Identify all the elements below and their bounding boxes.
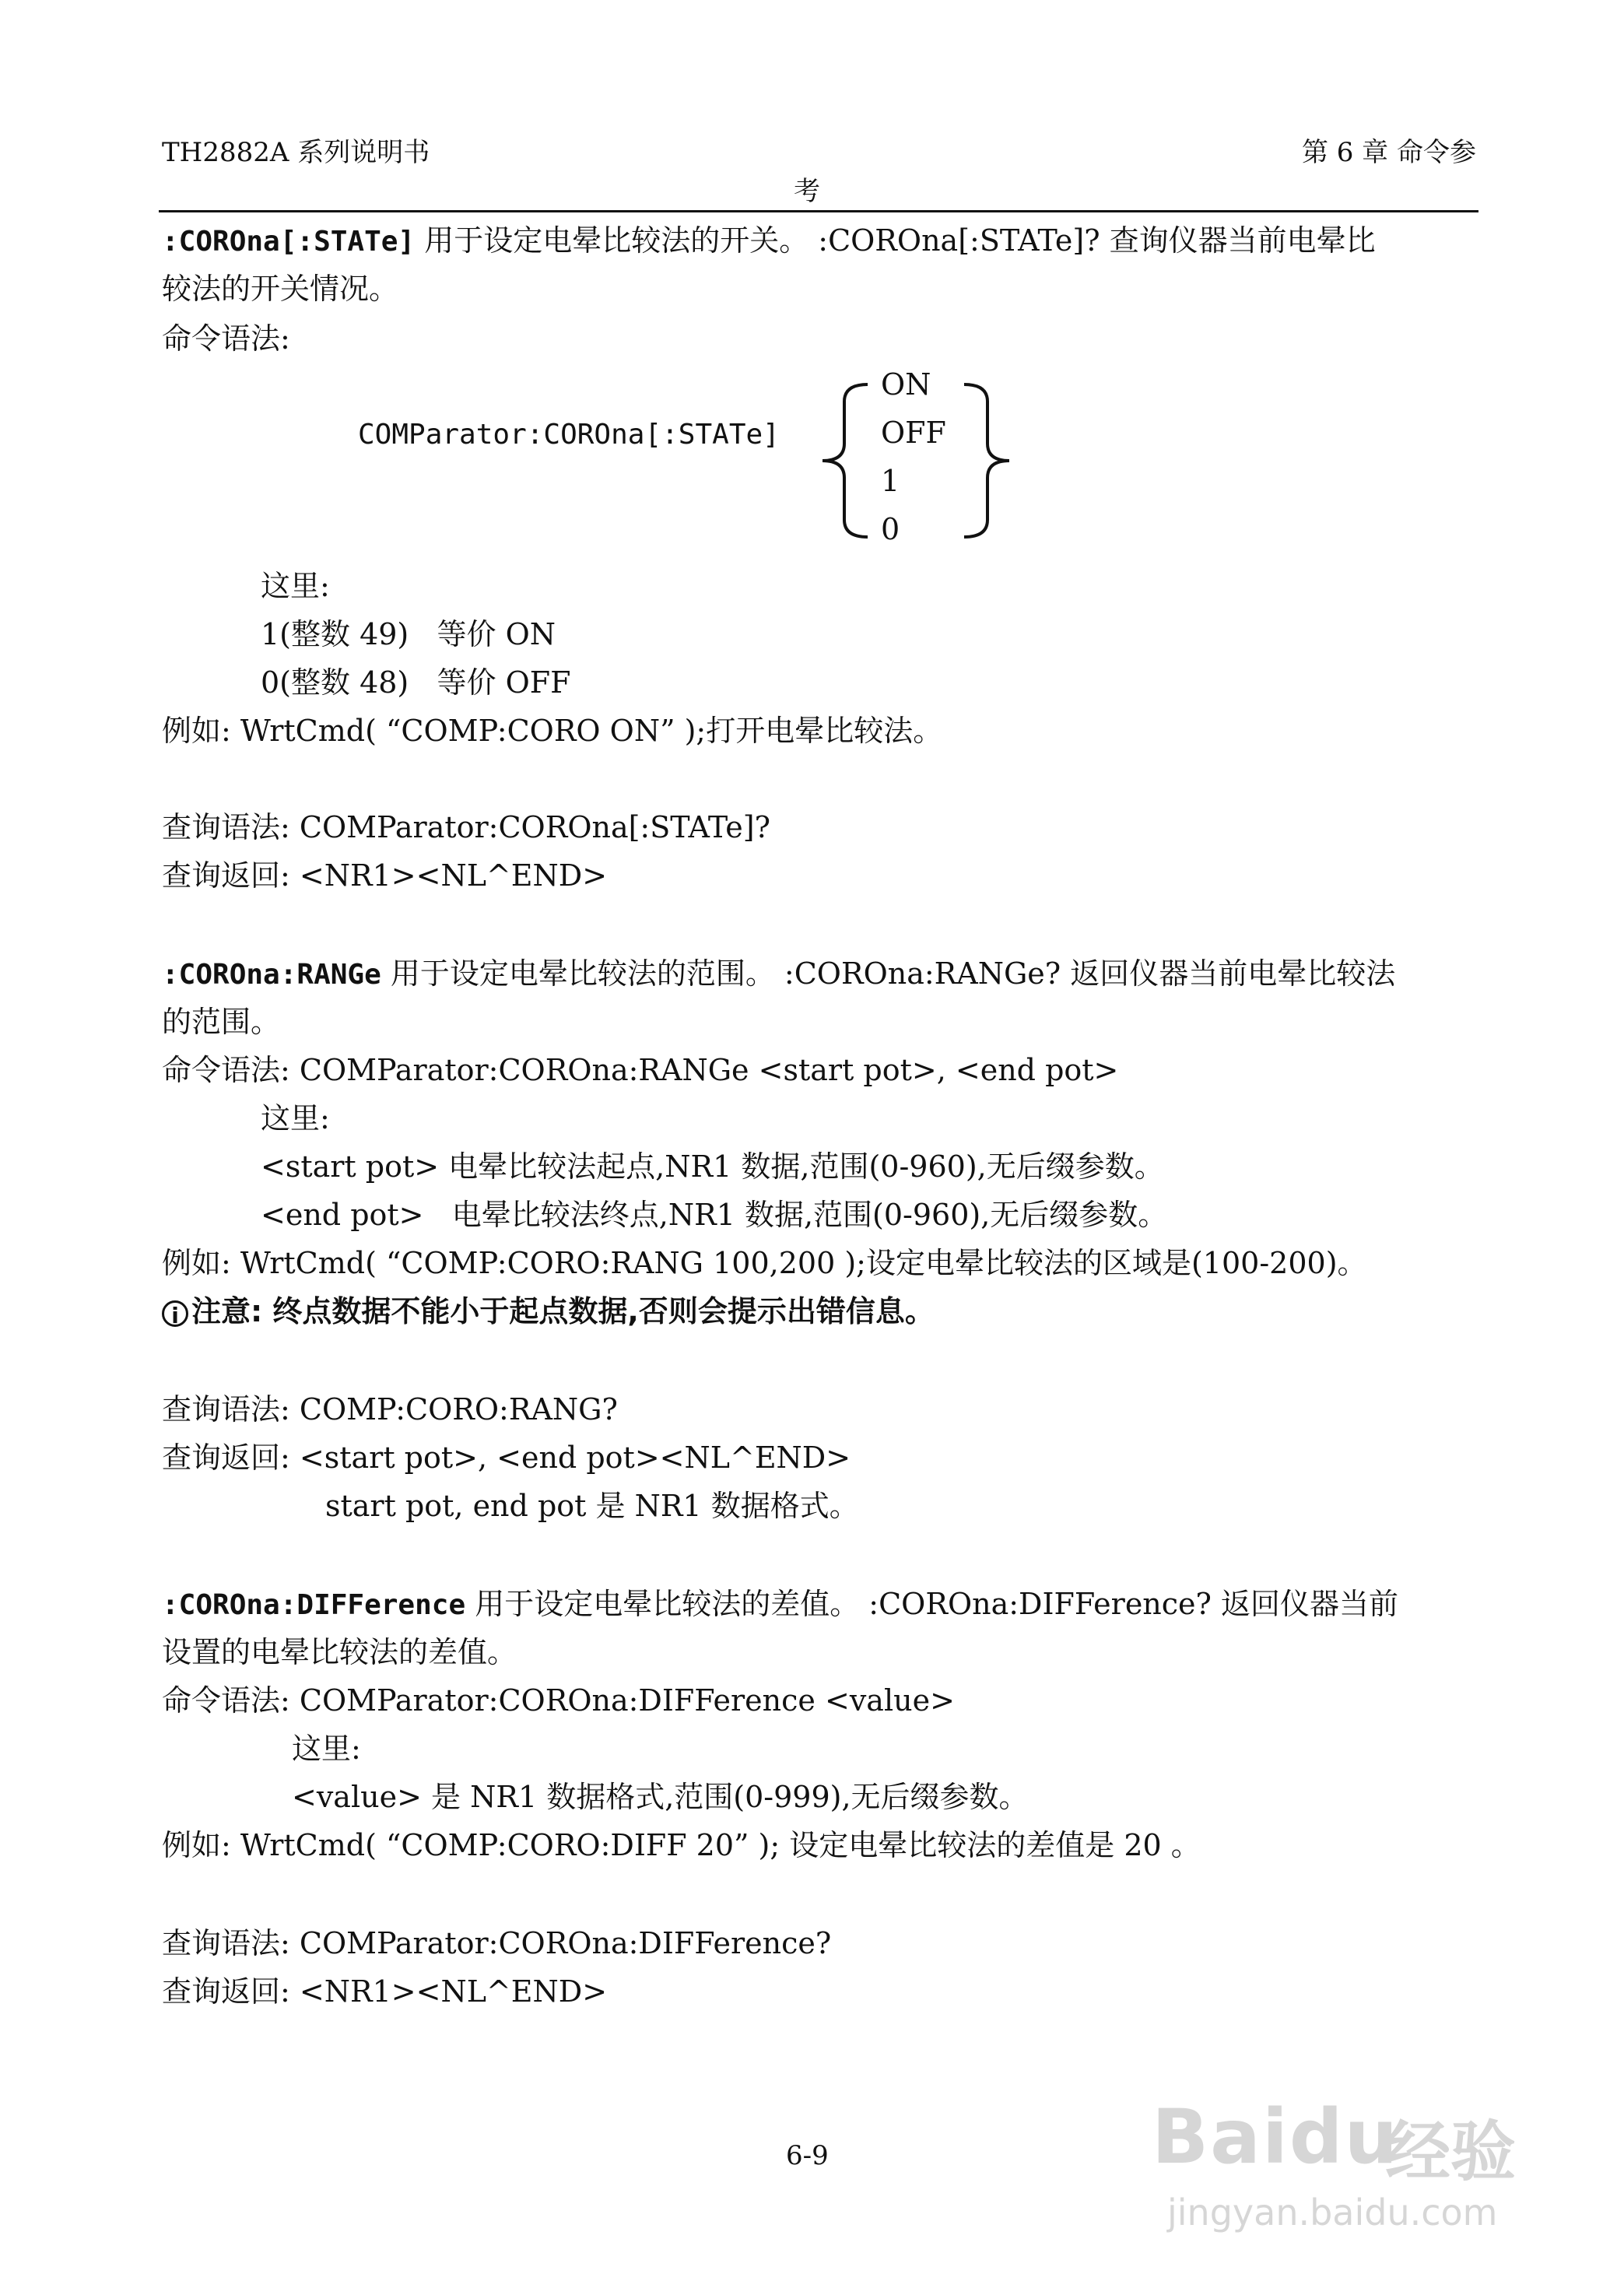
sec2-param-end: <end pot> 电晕比较法终点,NR1 数据,范围(0-960),无后缀参数。 — [261, 1198, 1168, 1232]
sec2-query-note: start pot, end pot 是 NR1 数据格式。 — [325, 1489, 859, 1523]
info-icon: i — [162, 1300, 188, 1327]
left-brace-icon — [813, 380, 883, 543]
sec2-desc-line1 — [162, 949, 1395, 992]
header-rule — [159, 210, 1478, 212]
sec3-desc-line2: 设置的电晕比较法的差值。 — [162, 1635, 517, 1669]
sec3-here-label: 这里: — [292, 1732, 361, 1766]
baidu-watermark — [1152, 2093, 1525, 2241]
sec1-query-syntax: 查询语法: COMParator:COROna[:STATe]? — [162, 810, 770, 844]
sec3-query-syntax: 查询语法: COMParator:COROna:DIFFerence? — [162, 1926, 832, 1960]
sec2-syntax: 命令语法: COMParator:COROna:RANGe <start pot>, <end pot> — [162, 1053, 1119, 1087]
right-brace-icon — [953, 380, 1023, 543]
sec1-option-0: 0 — [881, 512, 900, 546]
sec1-option-1: 1 — [881, 464, 900, 498]
header-title: TH2882A 系列说明书 — [162, 137, 430, 168]
sec2-warning — [162, 1287, 935, 1330]
sec3-syntax: 命令语法: COMParator:COROna:DIFFerence <value> — [162, 1683, 955, 1718]
sec1-here-label: 这里: — [261, 569, 330, 603]
sec2-here-label: 这里: — [261, 1101, 330, 1135]
sec3-param-value: <value> 是 NR1 数据格式,范围(0-999),无后缀参数。 — [292, 1780, 1029, 1814]
sec1-syntax-command: COMParator:COROna[:STATe] — [358, 419, 780, 451]
sec1-query-return: 查询返回: <NR1><NL^END> — [162, 858, 608, 893]
sec2-warning-text: 注意: 终点数据不能小于起点数据,否则会提示出错信息。 — [191, 1294, 935, 1328]
sec1-syntax-label: 命令语法: — [162, 321, 290, 356]
watermark-url: jingyan.baidu.com — [1167, 2191, 1498, 2234]
sec1-desc-line2: 较法的开关情况。 — [162, 272, 399, 306]
sec1-example: 例如: WrtCmd( “COMP:CORO ON” );打开电晕比较法。 — [162, 714, 943, 748]
header-chapter-continuation: 考 — [794, 176, 820, 207]
sec3-example: 例如: WrtCmd( “COMP:CORO:DIFF 20” ); 设定电晕比较法的差值是 20 。 — [162, 1828, 1201, 1862]
sec3-desc-line1 — [162, 1580, 1398, 1623]
sec1-option-on: ON — [881, 367, 931, 402]
header-chapter: 第 6 章 命令参 — [1301, 137, 1476, 168]
sec1-desc-line1 — [162, 216, 1376, 259]
sec2-query-syntax: 查询语法: COMP:CORO:RANG? — [162, 1392, 618, 1426]
sec2-example: 例如: WrtCmd( “COMP:CORO:RANG 100,200 );设定电晕比较法的区域是(100-200)。 — [162, 1246, 1367, 1280]
sec1-option-off: OFF — [881, 416, 946, 450]
sec2-description: 用于设定电晕比较法的范围。 :COROna:RANGe? 返回仪器当前电晕比较法 — [381, 956, 1396, 991]
sec1-note-1: 1(整数 49) 等价 ON — [261, 617, 556, 651]
sec2-query-return: 查询返回: <start pot>, <end pot><NL^END> — [162, 1441, 851, 1475]
sec2-param-start: <start pot> 电晕比较法起点,NR1 数据,范围(0-960),无后缀参数。 — [261, 1149, 1164, 1184]
sec2-desc-line2: 的范围。 — [162, 1005, 281, 1039]
sec3-description: 用于设定电晕比较法的差值。 :COROna:DIFFerence? 返回仪器当前 — [465, 1587, 1398, 1621]
sec1-description: 用于设定电晕比较法的开关。 :COROna[:STATe]? 查询仪器当前电晕比 — [415, 223, 1376, 258]
page-number: 6-9 — [786, 2140, 829, 2171]
sec3-command: :COROna:DIFFerence — [162, 1589, 466, 1621]
sec2-command: :COROna:RANGe — [162, 959, 381, 991]
watermark-brand: Baidu — [1152, 2093, 1399, 2181]
sec1-command: :COROna[:STATe] — [162, 226, 416, 258]
watermark-brand-cn: 经验 — [1385, 2114, 1517, 2190]
sec3-query-return: 查询返回: <NR1><NL^END> — [162, 1974, 608, 2009]
sec1-note-2: 0(整数 48) 等价 OFF — [261, 665, 571, 700]
